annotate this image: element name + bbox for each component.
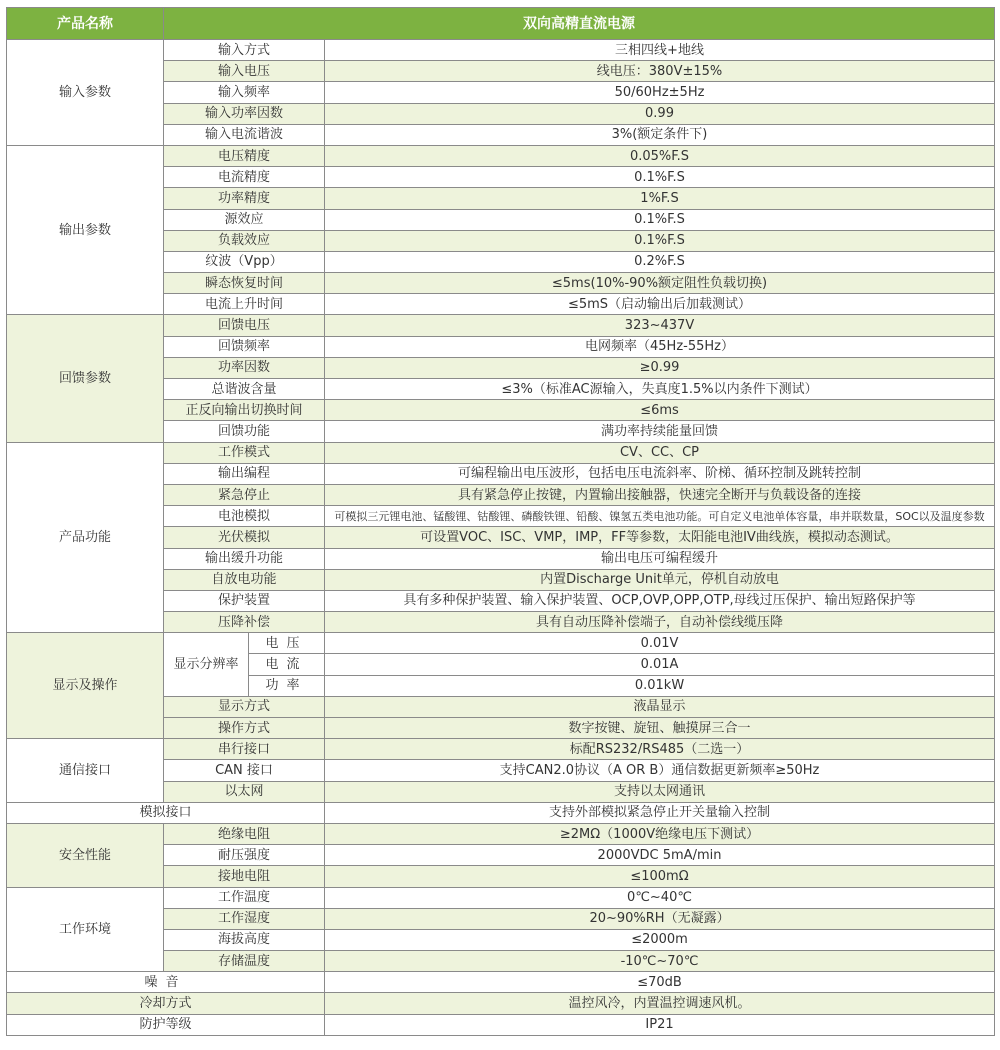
row-label: 电池模拟 bbox=[164, 506, 325, 527]
row-label: 紧急停止 bbox=[164, 484, 325, 505]
row-value: 满功率持续能量回馈 bbox=[325, 421, 995, 442]
row-label: 海拔高度 bbox=[164, 929, 325, 950]
row-label-cooling: 冷却方式 bbox=[7, 993, 325, 1014]
table-header-row bbox=[7, 8, 995, 40]
table-row bbox=[7, 887, 995, 908]
row-label: 保护装置 bbox=[164, 590, 325, 611]
row-label: 输入电压 bbox=[164, 61, 325, 82]
section-title-input: 输入参数 bbox=[7, 40, 164, 146]
row-value: 温控风冷，内置温控调速风机。 bbox=[325, 993, 995, 1014]
row-value: 0℃~40℃ bbox=[325, 887, 995, 908]
row-label: 电压精度 bbox=[164, 145, 325, 166]
table-row bbox=[7, 823, 995, 844]
row-label: 输出编程 bbox=[164, 463, 325, 484]
section-title-feedback: 回馈参数 bbox=[7, 315, 164, 442]
row-value: 支持CAN2.0协议（A OR B）通信数据更新频率≥50Hz bbox=[325, 760, 995, 781]
header-product-name: 产品名称 bbox=[7, 8, 164, 40]
row-label: 纹波（Vpp） bbox=[164, 251, 325, 272]
table-row bbox=[7, 315, 995, 336]
row-value: 0.05%F.S bbox=[325, 145, 995, 166]
row-value: 50/60Hz±5Hz bbox=[325, 82, 995, 103]
row-value: 具有多种保护装置、输入保护装置、OCP,OVP,OPP,OTP,母线过压保护、输出短路保护等 bbox=[325, 590, 995, 611]
row-value: ≤5mS（启动输出后加载测试） bbox=[325, 294, 995, 315]
section-title-display: 显示及操作 bbox=[7, 633, 164, 739]
row-label: 输入方式 bbox=[164, 40, 325, 61]
row-label-protection: 防护等级 bbox=[7, 1014, 325, 1035]
row-label: 电流精度 bbox=[164, 167, 325, 188]
table-row bbox=[7, 972, 995, 993]
row-label: 瞬态恢复时间 bbox=[164, 273, 325, 294]
row-label: 压降补偿 bbox=[164, 612, 325, 633]
row-label: 自放电功能 bbox=[164, 569, 325, 590]
row-label: 输出缓升功能 bbox=[164, 548, 325, 569]
row-value: ≤70dB bbox=[325, 972, 995, 993]
row-label: 输入电流谐波 bbox=[164, 124, 325, 145]
row-value: 0.01A bbox=[325, 654, 995, 675]
row-value: 线电压：380V±15% bbox=[325, 61, 995, 82]
row-value: 0.01kW bbox=[325, 675, 995, 696]
row-value: 20~90%RH（无凝露） bbox=[325, 908, 995, 929]
row-value: 三相四线+地线 bbox=[325, 40, 995, 61]
row-label: 存储温度 bbox=[164, 951, 325, 972]
row-label: 耐压强度 bbox=[164, 845, 325, 866]
row-label: 光伏模拟 bbox=[164, 527, 325, 548]
row-label: 工作模式 bbox=[164, 442, 325, 463]
row-label: 输入功率因数 bbox=[164, 103, 325, 124]
row-value: ≥2MΩ（1000V绝缘电压下测试） bbox=[325, 823, 995, 844]
row-value: ≤5ms(10%-90%额定阻性负载切换) bbox=[325, 273, 995, 294]
row-label: 源效应 bbox=[164, 209, 325, 230]
row-value: 0.1%F.S bbox=[325, 230, 995, 251]
row-label: 功率精度 bbox=[164, 188, 325, 209]
row-value: 标配RS232/RS485（二选一） bbox=[325, 739, 995, 760]
row-value: 可设置VOC、ISC、VMP，IMP，FF等参数，太阳能电池IV曲线族，模拟动态测试。 bbox=[325, 527, 995, 548]
row-value: 可编程输出电压波形，包括电压电流斜率、阶梯、循环控制及跳转控制 bbox=[325, 463, 995, 484]
row-value: -10℃~70℃ bbox=[325, 951, 995, 972]
section-title-safety: 安全性能 bbox=[7, 823, 164, 887]
row-label: 负载效应 bbox=[164, 230, 325, 251]
row-value: ≤3%（标准AC源输入，失真度1.5%以内条件下测试） bbox=[325, 379, 995, 400]
row-label: 工作温度 bbox=[164, 887, 325, 908]
row-label: 回馈功能 bbox=[164, 421, 325, 442]
row-label: 工作湿度 bbox=[164, 908, 325, 929]
row-label: 电压 bbox=[249, 633, 325, 654]
table-row bbox=[7, 633, 995, 654]
row-label: 总谐波含量 bbox=[164, 379, 325, 400]
section-title-comm: 通信接口 bbox=[7, 739, 164, 803]
row-value: 323~437V bbox=[325, 315, 995, 336]
row-value: CV、CC、CP bbox=[325, 442, 995, 463]
section-title-output: 输出参数 bbox=[7, 145, 164, 315]
row-label: 正反向输出切换时间 bbox=[164, 400, 325, 421]
row-value: 1%F.S bbox=[325, 188, 995, 209]
row-value: 数字按键、旋钮、触摸屏三合一 bbox=[325, 718, 995, 739]
row-label: 显示方式 bbox=[164, 696, 325, 717]
row-label: 功率因数 bbox=[164, 357, 325, 378]
spec-table bbox=[6, 7, 995, 1036]
row-value: 支持外部模拟紧急停止开关量输入控制 bbox=[325, 802, 995, 823]
row-label: 接地电阻 bbox=[164, 866, 325, 887]
table-row bbox=[7, 993, 995, 1014]
row-value: 0.1%F.S bbox=[325, 209, 995, 230]
row-value: 具有自动压降补偿端子，自动补偿线缆压降 bbox=[325, 612, 995, 633]
row-value: 2000VDC 5mA/min bbox=[325, 845, 995, 866]
row-label: 回馈电压 bbox=[164, 315, 325, 336]
header-product-title: 双向高精直流电源 bbox=[164, 8, 995, 40]
row-value: ≤6ms bbox=[325, 400, 995, 421]
row-label: 回馈频率 bbox=[164, 336, 325, 357]
row-label: 以太网 bbox=[164, 781, 325, 802]
row-label: 电流上升时间 bbox=[164, 294, 325, 315]
section-title-environment: 工作环境 bbox=[7, 887, 164, 972]
row-value: 3%(额定条件下) bbox=[325, 124, 995, 145]
row-value: 内置Discharge Unit单元，停机自动放电 bbox=[325, 569, 995, 590]
row-value: ≤2000m bbox=[325, 929, 995, 950]
row-value: 0.1%F.S bbox=[325, 167, 995, 188]
display-resolution-label: 显示分辨率 bbox=[164, 633, 249, 697]
row-label: 串行接口 bbox=[164, 739, 325, 760]
row-value: 0.2%F.S bbox=[325, 251, 995, 272]
row-value: ≥0.99 bbox=[325, 357, 995, 378]
row-label-noise: 噪音 bbox=[7, 972, 325, 993]
table-row bbox=[7, 40, 995, 61]
row-value: 支持以太网通讯 bbox=[325, 781, 995, 802]
row-label-analog: 模拟接口 bbox=[7, 802, 325, 823]
table-row bbox=[7, 739, 995, 760]
section-title-functions: 产品功能 bbox=[7, 442, 164, 633]
row-value: ≤100mΩ bbox=[325, 866, 995, 887]
row-label: 功率 bbox=[249, 675, 325, 696]
row-label: CAN 接口 bbox=[164, 760, 325, 781]
row-value: 液晶显示 bbox=[325, 696, 995, 717]
row-value: 电网频率（45Hz-55Hz） bbox=[325, 336, 995, 357]
row-label: 操作方式 bbox=[164, 718, 325, 739]
row-value: 具有紧急停止按键，内置输出接触器，快速完全断开与负载设备的连接 bbox=[325, 484, 995, 505]
row-label: 绝缘电阻 bbox=[164, 823, 325, 844]
row-label: 输入频率 bbox=[164, 82, 325, 103]
table-row bbox=[7, 442, 995, 463]
table-row bbox=[7, 145, 995, 166]
row-value: 输出电压可编程缓升 bbox=[325, 548, 995, 569]
table-row bbox=[7, 802, 995, 823]
row-label: 电流 bbox=[249, 654, 325, 675]
table-row bbox=[7, 1014, 995, 1035]
row-value: IP21 bbox=[325, 1014, 995, 1035]
row-value: 0.01V bbox=[325, 633, 995, 654]
row-value: 0.99 bbox=[325, 103, 995, 124]
row-value: 可模拟三元锂电池、锰酸锂、钴酸锂、磷酸铁锂、铅酸、镍氢五类电池功能。可自定义电池单体容量，串并联数量，SOC以及温度参数 bbox=[325, 506, 995, 527]
